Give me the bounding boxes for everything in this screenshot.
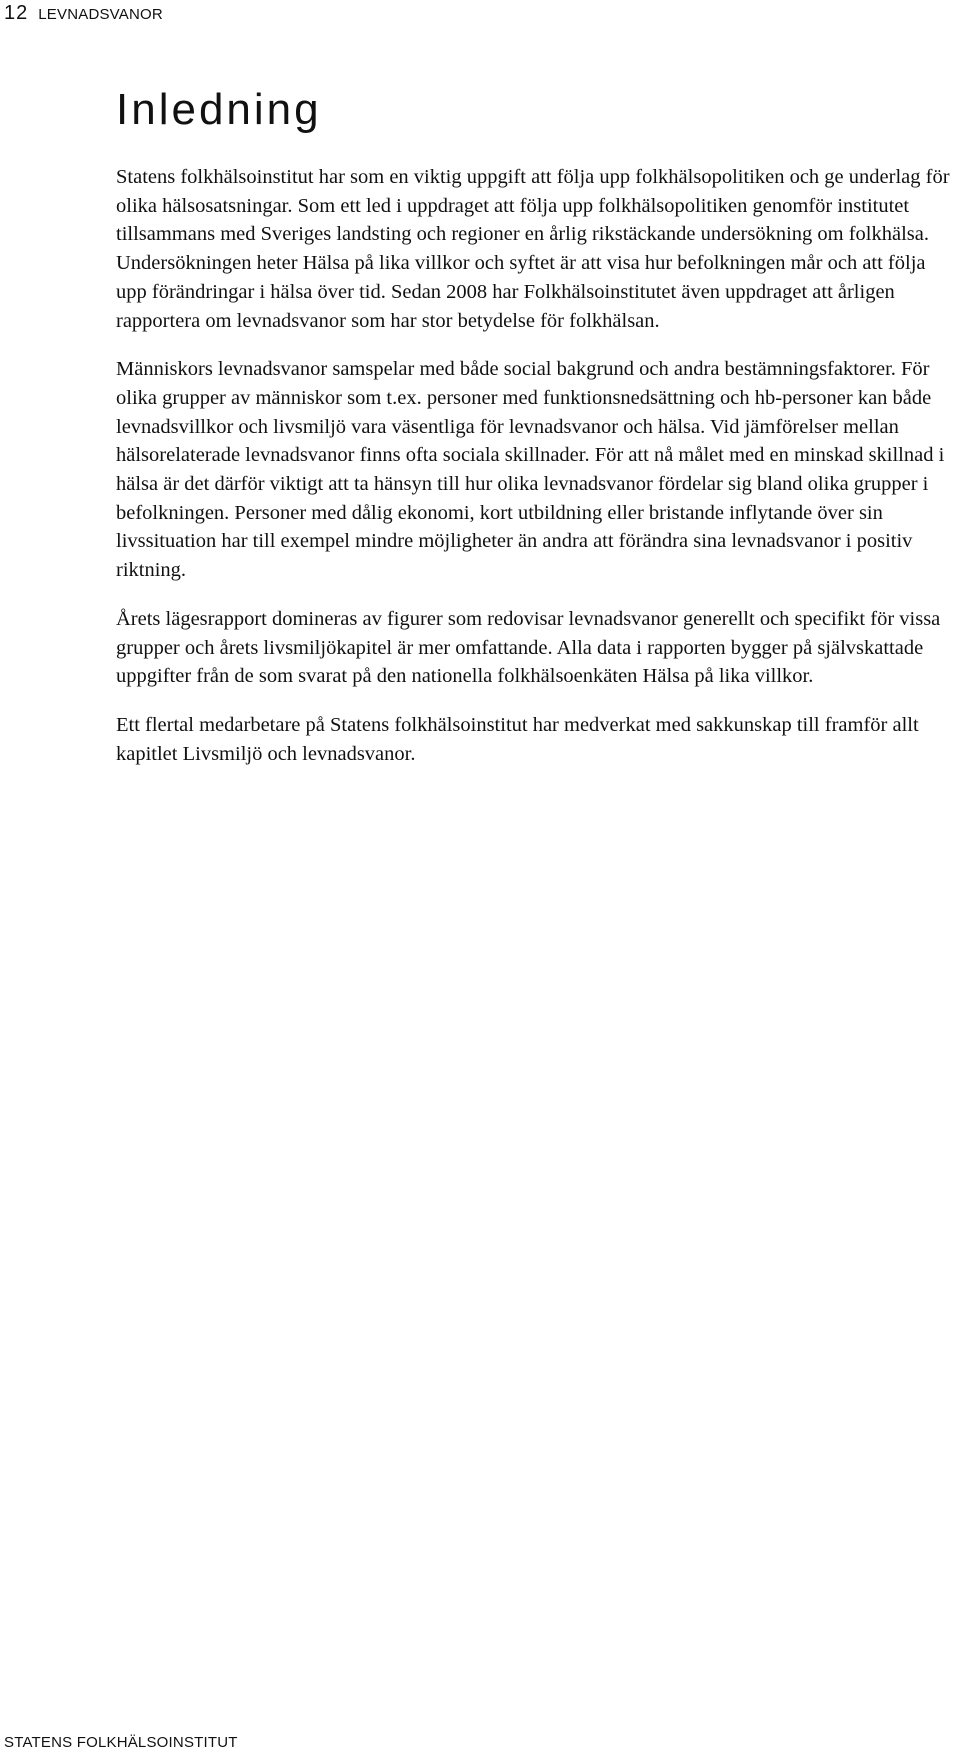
paragraph-4: Ett flertal medarbetare på Statens folkhälsoinstitut har medverkat med sakkunskap till framför allt kapitlet Livsmiljö och levnadsvanor. — [116, 713, 919, 765]
paragraph-2: Människors levnadsvanor samspelar med både social bakgrund och andra bestämningsfaktorer. För olika grupper av människor som t.ex. personer med funktionsnedsättning och hb-personer kan både levnadsvillkor och livsmiljö vara väsentliga för levnadsvanor och hälsa. Vid jämförelser mellan hälsorelaterade levnadsvanor finns ofta sociala skillnader. För att nå målet med en minskad skillnad i hälsa är det därför viktigt att ta hänsyn till hur olika levnadsvanor fördelar sig bland olika grupper i befolkningen. Personer med dålig ekonomi, kort utbildning eller bristande inflytande över sin livssituation har till exempel mindre möjligheter än andra att förändra sina levnadsvanor i positiv riktning. — [116, 358, 945, 582]
page-footer: STATENS FOLKHÄLSOINSTITUT — [4, 1734, 238, 1751]
body-text — [116, 163, 952, 788]
running-header — [4, 2, 163, 25]
paragraph-3: Årets lägesrapport domineras av figurer som redovisar levnadsvanor generellt och specifikt för vissa grupper och årets livsmiljökapitel är mer omfattande. Alla data i rapporten bygger på självskattade uppgifter från de som svarat på den nationella folkhälsoenkäten Hälsa på lika villkor. — [116, 607, 941, 688]
paragraph-1: Statens folkhälsoinstitut har som en viktig uppgift att följa upp folkhälsopolitiken och ge underlag för olika hälsosatsningar. Som ett led i uppdraget att följa upp folkhälsopolitiken genomför institutet tillsammans med Sveriges landsting och regioner en årlig rikstäckande undersökning om folkhälsa. Undersökningen heter Hälsa på lika villkor och syftet är att visa hur befolkningen mår och att följa upp förändringar i hälsa över tid. Sedan 2008 har Folkhälsoinstitutet även uppdraget att årligen rapportera om levnadsvanor som har stor betydelse för folkhälsan. — [116, 166, 950, 332]
page-title: Inledning — [116, 85, 322, 134]
section-name: LEVNADSVANOR — [38, 6, 163, 23]
page-number: 12 — [4, 2, 29, 24]
